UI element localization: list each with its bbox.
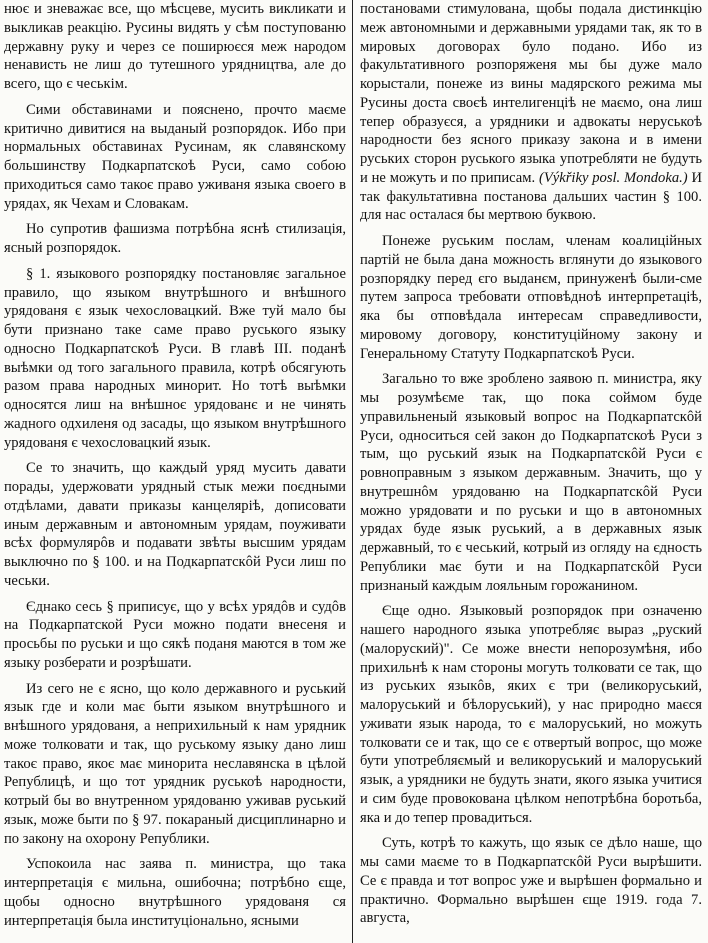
paragraph: Суть, котрѣ то кажуть, що язык се дѣло наше, що мы сами маєме то в Подкарпатскôй Руси вырѣшити. Се є правда и тот вопрос уже и вырѣшен формально и практично. Формально вырѣшен єще 1919. года 7. августа, [360, 835, 702, 927]
paragraph: Понеже руським послам, членам коалиційных партій не была дана можность вглянути до языкового розпорядку перед єго выданєм, принуженѣ были-сме путем запроса требовати отповѣдноѣ интерпретаціѣ, яка бы отповѣдала интересам справедливости, мировому договору, конституційному закону и Генеральному Статуту Подкарпатскоѣ Руси. [360, 233, 702, 362]
paragraph-text: постановами стимулована, щобы подала дистинкцію меж автономными и державными урядами так, як то в мировых договорах було подано. Ибо из факультативного розпоряженя мы бы дуже мало корыстали, понеже из вины мадярского режима мы Русины доста своєѣ интелигенціѣ не маємо, она лиш тепер образуєся, а урядники и адвокаты неруськоѣ народности без ясного приказу закона и в имени руських сторон руського языка употребляти не будуть и не можуть и по приписам. [360, 1, 702, 186]
column-divider [352, 0, 353, 943]
paragraph: Сими обставинами и пояснено, прочто маєме критично дивитися на выданый розпорядок. Ибо при нормальных обставинах Русинам, як славянскому большинству Подкарпатскоѣ Руси, само собою приходиться само такоє право уживаня языка своего в урядах, як Чехам и Словакам. [4, 101, 346, 212]
right-column [360, 0, 702, 935]
paragraph: Загально то вже зроблено заявою п. министра, яку мы розумѣєме так, що пока соймом буде управильненый языковый вопрос на Подкарпатскôй Руси, односиться сей закон до Подкарпатскоѣ Руси з тым, що руський язык на Подкарпатскôй Руси є ровноправным з языком державным. Значить, що у внутрешнôм урядованю на Подкарпатскôй Руси можно урядовати и по руськи и що в автономных урядах буде язык руський, а в державных язык державный, то є чеський, котрый из огляду на єдность Републики має бути и на Подкарпатскôй Руси признаный каждым лояльным горожанином. [360, 371, 702, 594]
paragraph: нює и зневажає все, що мѣсцеве, мусить викликати и выкликав реакцію. Русины видять у сѣм поступованю державну руку и через се поширюєся меж народом ненависть не лиш до тутешного урядництва, але до всего, що є чеськім. [4, 1, 346, 92]
paragraph: Успокоила нас заява п. министра, що така интерпретація є мильна, ошибочна; потрѣбно єще, щобы односно внутрѣшного урядованя ся интерпретація была институціонально, ясными [4, 856, 346, 929]
paragraph [360, 0, 702, 225]
left-column [4, 0, 346, 937]
paragraph-text: И так факультативна постанова дальших частин § 100. для нас осталася бы мертвою буквою. [360, 169, 702, 224]
interjection-note: (Výkřiky posl. Mondoka.) [539, 169, 688, 186]
paragraph: Но супротив фашизма потрѣбна яснѣ стилизація, ясный розпорядок. [4, 221, 346, 256]
paragraph: § 1. языкового розпорядку постановляє загальное правило, що языком внутрѣшного и внѣшного урядованя є язык чехословацкий. Вже туй мало бы бути признано таке саме право руського языку односно Подкарпатскоѣ Руси. В главѣ III. поданѣ выѣмки од того загального правила, котрѣ обсягують разом права народных минорит. Но тотѣ выѣмки односятся лиш на внѣшноє урядованє и не чинять жадного одхиленя од засады, що языком внутрѣшного урядованя є чехословацкий язык. [4, 265, 346, 451]
paragraph: Се то значить, що каждый уряд мусить давати порады, удержовати урядный стык межи поєдными отдѣлами, давати приказы канцеляріѣ, дописовати иным державным и автономным урядам, поуживати всѣх формулярôв и подавати звѣты высшим урядам выключно по § 100. и на Подкарпатскôй Руси лиш по чеськи. [4, 460, 346, 589]
paragraph: Єще одно. Языковый розпорядок при означеню нашего народного языка употребляє выраз „руский (малоруский)". Се може внести непорозумѣня, ибо прихильнѣ к нам стороны могуть толковати се так, що из руських языкôв, яких є три (великоруський, малоруський и бѣлоруський), у нас природно маєся уживати язык народа, то є малоруський, но можуть толковати се и так, що се є отвертый вопрос, що може бути употребляємый и великоруський и малоруський язык, а урядники не будуть знати, якого языка учитися и сим буде провокована цѣлком непотрѣбна боротьба, яка и до тепер провадиться. [360, 603, 702, 826]
paragraph: Єднако сесь § приписує, що у всѣх урядôв и судôв на Подкарпатской Руси можно подати внесеня и просьбы по руськи и що сякѣ поданя маются в том же языку розберати и розрѣшати. [4, 598, 346, 671]
paragraph: Из сего не є ясно, що коло державного и руський язык где и коли має быти языком внутрѣшного и внѣшного урядованя, а неприхильный к нам урядник може толковати и так, що руському языку дано лиш такоє право, якоє має минорита неславянска в цѣлой Републицѣ, и що тот урядник руськоѣ народности, котрый бы во внутренном урядованю уживав руський язык, може быти по § 97. покараный дисциплинарно и по закону на охорону Републики. [4, 680, 346, 847]
